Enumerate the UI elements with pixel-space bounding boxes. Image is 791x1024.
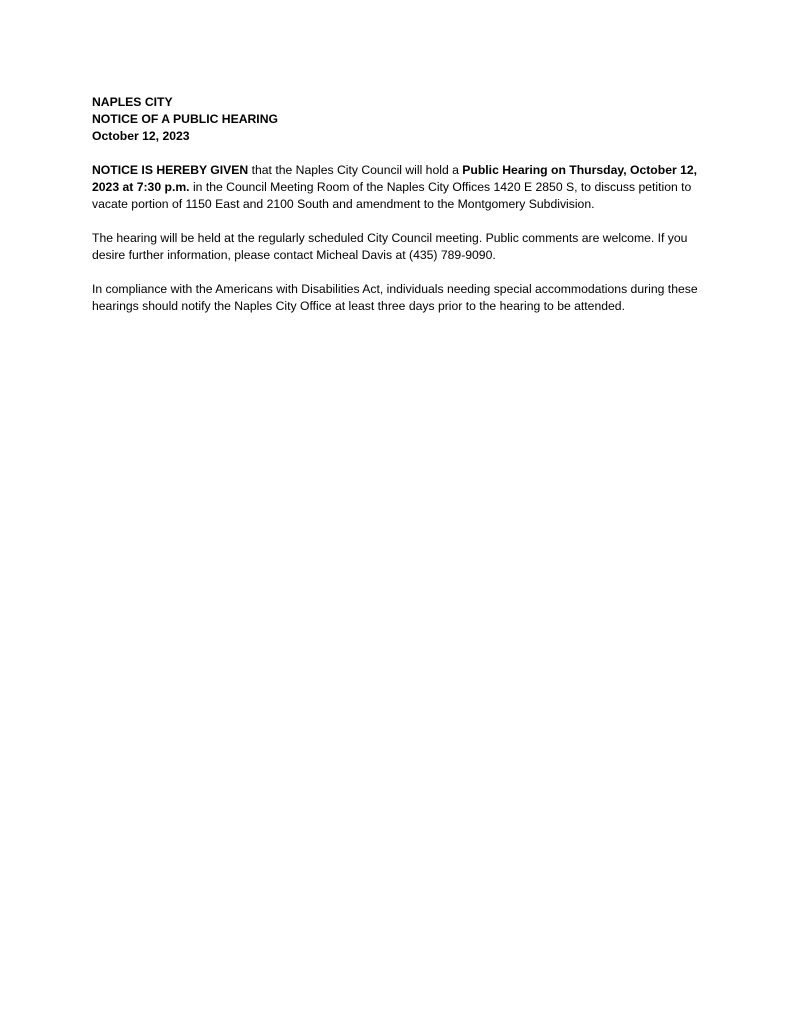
notice-lead: NOTICE IS HEREBY GIVEN [92, 163, 249, 177]
notice-paragraph-3: In compliance with the Americans with Disabilities Act, individuals needing special accommodations during these hearings should notify the Naples City Office at least three days prior to the hearing to be attended. [92, 282, 698, 313]
notice-paragraph-2: The hearing will be held at the regularly scheduled City Council meeting. Public comments are welcome. If you desire further information, please contact Micheal Davis at (435) 789-9090. [92, 231, 688, 262]
notice-paragraph-1 [92, 162, 704, 213]
org-name: NAPLES CITY [92, 95, 173, 109]
notice-title: NOTICE OF A PUBLIC HEARING [92, 112, 278, 126]
spacer [92, 264, 704, 281]
notice-date: October 12, 2023 [92, 129, 190, 143]
notice-text-a: that the Naples City Council will hold a [248, 163, 463, 177]
notice-body [92, 94, 704, 315]
spacer [92, 213, 704, 230]
spacer [92, 145, 704, 162]
notice-text-b: in the Council Meeting Room of the Naples City Offices 1420 E 2850 S, to discuss petition to vacate portion of 1150 East and 2100 South and amendment to the Montgomery Subdivision. [92, 180, 692, 211]
hearing-datetime: Public Hearing on Thursday, October 12, 2023 at 7:30 p.m. [92, 163, 698, 194]
